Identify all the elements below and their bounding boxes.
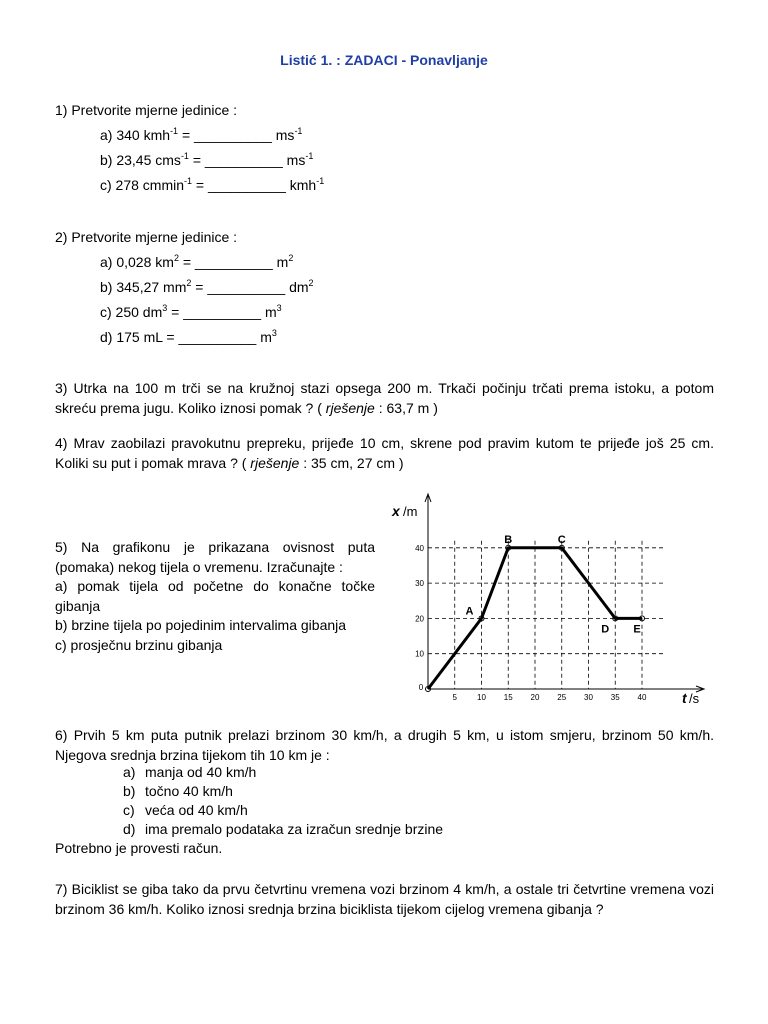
q6-option-a: a) manja od 40 km/h [123, 764, 257, 780]
page-title: Listić 1. : ZADACI - Ponavljanje [280, 52, 488, 68]
q2-item-d: d) 175 mL = __________ $m^3$ [100, 328, 277, 345]
q1-item-c: c) 278 cmmin$^{-1}$ = __________ kmh$^{-1}$ [100, 176, 325, 193]
q2-item-b: b) 345,27 $mm^2$ = __________ $dm^2$ [100, 278, 314, 295]
x-axis-unit: /s [689, 691, 700, 706]
x-tick-label-15: 15 [503, 693, 513, 702]
y-tick-label-10: 10 [415, 649, 424, 659]
q6-note: Potrebno je provesti račun. [55, 840, 223, 856]
q1-item-b: b) 23,45 cms$^{-1}$ = __________ $ms^{-1}$ [100, 151, 314, 168]
x-tick-label-35: 35 [610, 693, 620, 702]
q5-part-b: b) brzine tijela po pojedinim intervalima gibanja [55, 617, 347, 633]
x-tick-label-30: 30 [584, 693, 593, 702]
x-tick-label-5: 5 [452, 693, 457, 702]
q2-heading: 2) Pretvorite mjerne jedinice : [55, 229, 238, 245]
chart-grid [428, 541, 663, 689]
q6-option-c: c) veća od 40 km/h [123, 802, 248, 818]
q3-solution-label: rješenje [325, 400, 375, 416]
q6-option-b: b) točno 40 km/h [123, 783, 233, 799]
chart-axes [425, 494, 704, 692]
q7-text: 7) Biciklist se giba tako da prvu četvrtinu vremena vozi brzinom 4 km/h, a ostale tri četvrtine vremena vozi brzinom 36 km/h. Koliko iznosi srednja brzina biciklista tijekom cijelog vremena gibanja ? [55, 881, 714, 917]
y-tick-label-20: 20 [415, 614, 424, 624]
y-tick-label-40: 40 [415, 543, 424, 553]
q6-option-d: d) ima premalo podataka za izračun srednje brzine [123, 821, 444, 837]
q4-text: 4) Mrav zaobilazi pravokutnu prepreku, prijeđe 10 cm, skrene pod pravim kutom te prijeđe još 25 cm. Koliki su put i pomak mrava ? ( rješenje : 35 cm, 27 cm ) [55, 435, 714, 471]
x-axis-var: t [682, 690, 687, 706]
q5-part-c: c) prosječnu brzinu gibanja [55, 636, 223, 653]
point-label-B: B [504, 533, 513, 546]
chart-ticks [415, 544, 647, 702]
x-tick-label-10: 10 [477, 693, 486, 702]
position-time-chart [380, 488, 710, 713]
q2-item-a: a) 0,028 $km^2$ = __________ $m^2$ [100, 253, 294, 270]
q3-text: 3) Utrka na 100 m trči se na kružnoj stazi opsega 200 m. Trkači počinju trčati prema istoku, a potom skreću prema jugu. Koliko iznosi pomak ? ( rješenje : 63,7 m ) [55, 380, 714, 416]
q1-item-a: a) 340 kmh$^{-1}$ = __________ $ms^{-1}$ [100, 126, 303, 143]
q5-intro: 5) Na grafikonu je prikazana ovisnost puta (pomaka) nekog tijela o vremenu. Izračunajte : [55, 539, 375, 575]
q4-solution-label: rješenje [250, 455, 300, 471]
q5-part-a: a) pomak tijela od početne do konačne točke gibanja [55, 578, 375, 614]
point-label-C: C [557, 533, 566, 546]
q1-heading: 1) Pretvorite mjerne jedinice : [55, 102, 238, 118]
q2-item-c: c) 250 $dm^3$ = __________ $m^3$ [100, 303, 282, 320]
q6-text: 6) Prvih 5 km puta putnik prelazi brzinom 30 km/h, a drugih 5 km, u istom smjeru, brzinom 50 km/h. Njegova srednja brzina tijekom tih 10 km je : [55, 727, 714, 763]
point-label-A: A [465, 605, 474, 618]
point-label-D: D [601, 623, 610, 636]
x-tick-label-25: 25 [557, 693, 567, 702]
y-axis-var: x [392, 503, 400, 519]
y-tick-label-30: 30 [415, 579, 424, 589]
point-label-E: E [633, 623, 641, 636]
q5-text [55, 538, 375, 655]
x-tick-label-20: 20 [530, 693, 540, 702]
y-axis-unit: /m [403, 504, 418, 519]
x-tick-label-0: 0 [418, 683, 424, 692]
x-tick-label-40: 40 [637, 693, 647, 702]
